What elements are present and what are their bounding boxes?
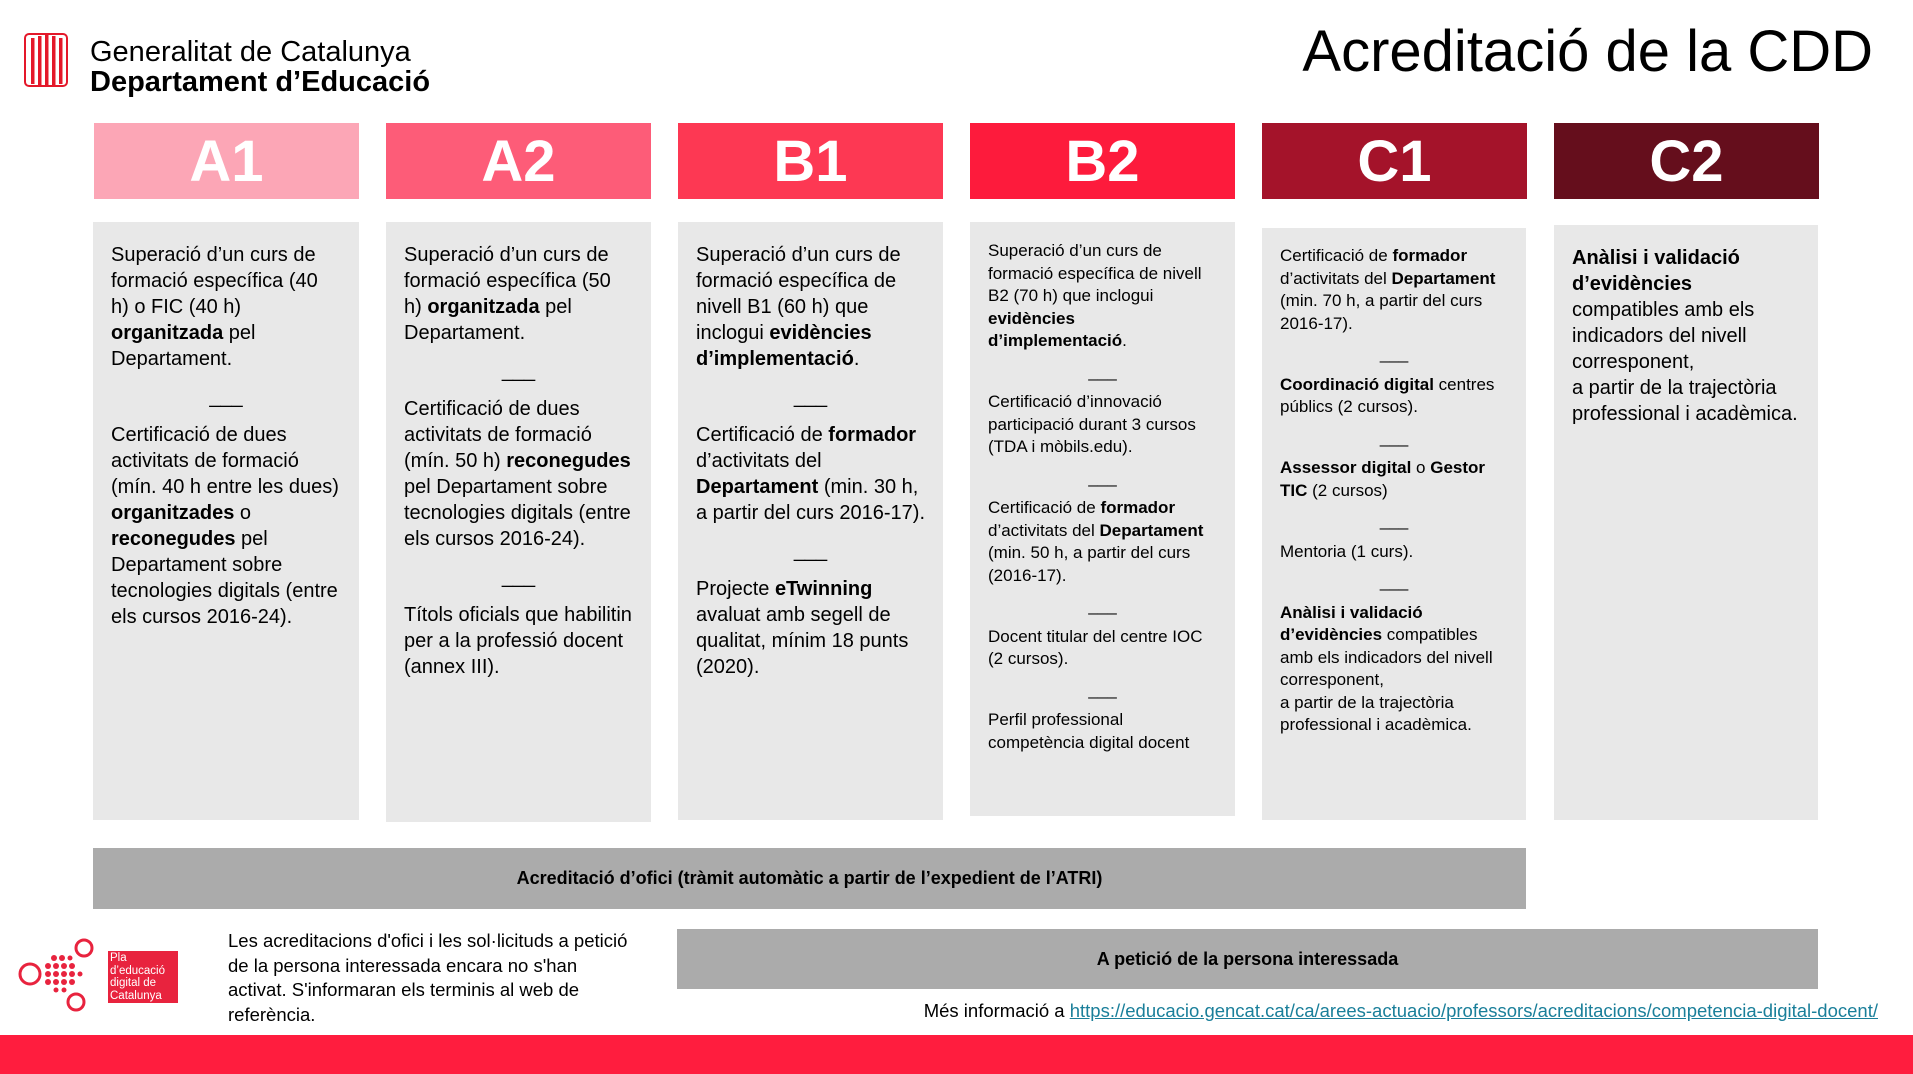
separator: ___ — [209, 386, 243, 408]
requirement-item — [1572, 245, 1800, 427]
requirement-highlight: formador — [1100, 498, 1176, 517]
requirement-highlight: organitzada — [111, 322, 224, 344]
level-box-c1 — [1262, 228, 1526, 820]
separator: ___ — [1088, 596, 1117, 615]
requirement-text: (2 cursos) — [1307, 480, 1388, 500]
requirement-text: d’activitats del — [988, 520, 1100, 540]
level-header-a1: A1 — [94, 123, 359, 199]
level-header-a2: A2 — [386, 123, 651, 199]
requirement-text: Certificació de dues activitats de formació (mín. 40 h entre les dues) — [111, 424, 339, 498]
requirement-text: o — [1411, 458, 1431, 477]
page-title: Acreditació de la CDD — [1302, 19, 1873, 84]
level-box-b1 — [678, 222, 943, 820]
requirement-highlight: Gestor TIC — [1280, 458, 1486, 500]
requirement-text: Mentoria (1 curs). — [1280, 541, 1414, 561]
separator: ___ — [1088, 467, 1117, 487]
requirement-item — [404, 602, 633, 680]
more-info-label: Més informació a — [923, 1000, 1070, 1021]
requirement-highlight: Departament — [1099, 520, 1204, 540]
level-box-c2 — [1554, 225, 1818, 820]
requirement-item — [1280, 457, 1508, 502]
requirement-text: o — [234, 502, 252, 524]
requirement-item — [988, 497, 1217, 587]
org-line-2: Departament d’Educació — [90, 66, 431, 98]
more-info-link[interactable]: https://educacio.gencat.cat/ca/arees-actuacio/professors/acreditacions/competencia-digital-docent/ — [1069, 1000, 1878, 1021]
requirement-highlight: formador — [1392, 246, 1468, 265]
requirement-text: (min. 30 h, a partir del curs 2016-17). — [696, 476, 926, 524]
requirement-highlight: Departament — [1391, 268, 1496, 288]
requirement-text: d’activitats del — [1280, 268, 1392, 288]
level-box-b2 — [970, 222, 1235, 816]
requirement-text: compatibles amb els indicadors del nivell corresponent, — [1280, 625, 1493, 689]
requirement-highlight: eTwinning — [774, 578, 873, 600]
requirement-text: Certificació de — [988, 498, 1101, 517]
requirement-text: a partir de la trajectòria professional i acadèmica. — [1572, 377, 1798, 425]
organization-name — [90, 37, 430, 97]
requirement-text: Superació d’un curs de formació específica de nivell B1 (60 h) que inclogui — [696, 244, 901, 344]
requirement-highlight: evidències d’implementació — [988, 308, 1123, 350]
requirement-item — [111, 242, 341, 372]
requirement-text: Superació d’un curs de formació específica (40 h) o FIC (40 h) — [111, 244, 318, 318]
requirement-highlight: Assessor digital — [1280, 458, 1412, 477]
separator: ___ — [1379, 572, 1409, 591]
requirement-text: . — [853, 348, 860, 370]
org-line-1: Generalitat de Catalunya — [90, 36, 411, 68]
requirement-text: avaluat amb segell de qualitat, mínim 18 punts (2020). — [696, 604, 909, 678]
requirement-text: Projecte — [696, 578, 775, 600]
requirement-highlight: reconegudes — [506, 450, 631, 472]
requirement-text: Superació d’un curs de formació específica de nivell B2 (70 h) que inclogui — [988, 241, 1202, 305]
activation-note: Les acreditacions d'ofici i les sol·licituds a petició de la persona interessada encara no s'han activat. S'informaran els terminis al web de referència. — [228, 930, 628, 1025]
requirement-text: pel Departament. — [404, 296, 572, 344]
requirement-text: pel Departament. — [111, 322, 256, 370]
requirement-text: (min. 70 h, a partir del curs 2016-17). — [1280, 291, 1483, 333]
level-box-a2 — [386, 222, 651, 822]
requirement-text: Perfil professional competència digital docent — [988, 710, 1190, 752]
requirement-item — [1280, 374, 1508, 419]
separator: ___ — [793, 540, 828, 562]
requirement-text: pel Departament sobre tecnologies digitals (entre els cursos 2016-24). — [111, 528, 338, 628]
requirement-item — [1280, 541, 1508, 564]
requirement-highlight: Departament — [696, 476, 819, 498]
requirement-text: Docent titular del centre IOC (2 cursos). — [988, 626, 1203, 668]
requirement-text: Certificació de dues activitats de formació (mín. 50 h) — [404, 398, 592, 472]
level-header-c1: C1 — [1262, 123, 1527, 199]
separator: ___ — [501, 360, 536, 382]
separator: ___ — [1088, 679, 1117, 699]
separator: ___ — [1379, 427, 1409, 447]
requirement-item — [988, 391, 1217, 459]
requirement-highlight: Coordinació digital — [1280, 374, 1434, 394]
requirement-text: Certificació d’innovació participació durant 3 cursos (TDA i mòbils.edu). — [988, 392, 1196, 456]
separator: ___ — [1379, 344, 1409, 363]
requirement-text: Certificació de — [1280, 246, 1393, 265]
requirement-highlight: formador — [828, 424, 917, 446]
requirement-item — [696, 422, 925, 526]
requirement-text: pel Departament sobre tecnologies digitals (entre els cursos 2016-24). — [404, 476, 631, 550]
requirement-item — [988, 709, 1217, 754]
requirement-text: compatibles amb els indicadors del nivell corresponent, — [1572, 299, 1755, 373]
requirement-item — [1280, 245, 1508, 335]
requirement-highlight: evidències d’implementació — [696, 322, 872, 370]
separator: ___ — [501, 566, 536, 588]
footer-bar — [0, 1035, 1913, 1074]
level-box-a1 — [93, 222, 359, 820]
separator: ___ — [1379, 511, 1409, 530]
requirement-item — [404, 396, 633, 552]
requirement-item — [696, 576, 925, 680]
pla-educacio-digital-logo-text: Pla d’educació digital de Catalunya — [108, 951, 178, 1003]
requirement-highlight: Anàlisi i validació d’evidències — [1572, 247, 1740, 295]
level-header-c2: C2 — [1554, 123, 1819, 199]
requirement-text: (min. 50 h, a partir del curs (2016-17). — [988, 543, 1191, 585]
separator: ___ — [1088, 361, 1117, 381]
requirement-text: . — [1122, 331, 1127, 350]
more-info — [924, 1000, 1878, 1022]
level-header-b2: B2 — [970, 123, 1235, 199]
level-header-b1: B1 — [678, 123, 943, 199]
requirement-item — [696, 242, 925, 372]
requirement-text: centres públics (2 cursos). — [1280, 374, 1495, 416]
requirement-item — [988, 240, 1217, 353]
separator: ___ — [793, 386, 828, 408]
requirement-text: Certificació de — [696, 424, 829, 446]
requirement-highlight: Anàlisi i validació d’evidències — [1280, 602, 1423, 644]
requirement-highlight: organitzada — [427, 296, 540, 318]
generalitat-logo-icon — [24, 30, 68, 92]
requirement-item — [404, 242, 633, 346]
requirement-text: Títols oficials que habilitin per a la professió docent (annex III). — [404, 604, 632, 678]
bar-peticio: A petició de la persona interessada — [677, 929, 1818, 989]
bar-ofici: Acreditació d’ofici (tràmit automàtic a partir de l’expedient de l’ATRI) — [93, 848, 1526, 909]
requirement-item — [111, 422, 341, 630]
requirement-highlight: reconegudes — [111, 528, 236, 550]
requirement-text: d’activitats del — [696, 450, 822, 472]
requirement-text: Superació d’un curs de formació específica (50 h) — [404, 244, 611, 318]
requirement-text: a partir de la trajectòria professional i acadèmica. — [1280, 692, 1472, 734]
requirement-highlight: organitzades — [111, 502, 235, 524]
requirement-item — [1280, 602, 1508, 737]
requirement-item — [988, 626, 1217, 671]
